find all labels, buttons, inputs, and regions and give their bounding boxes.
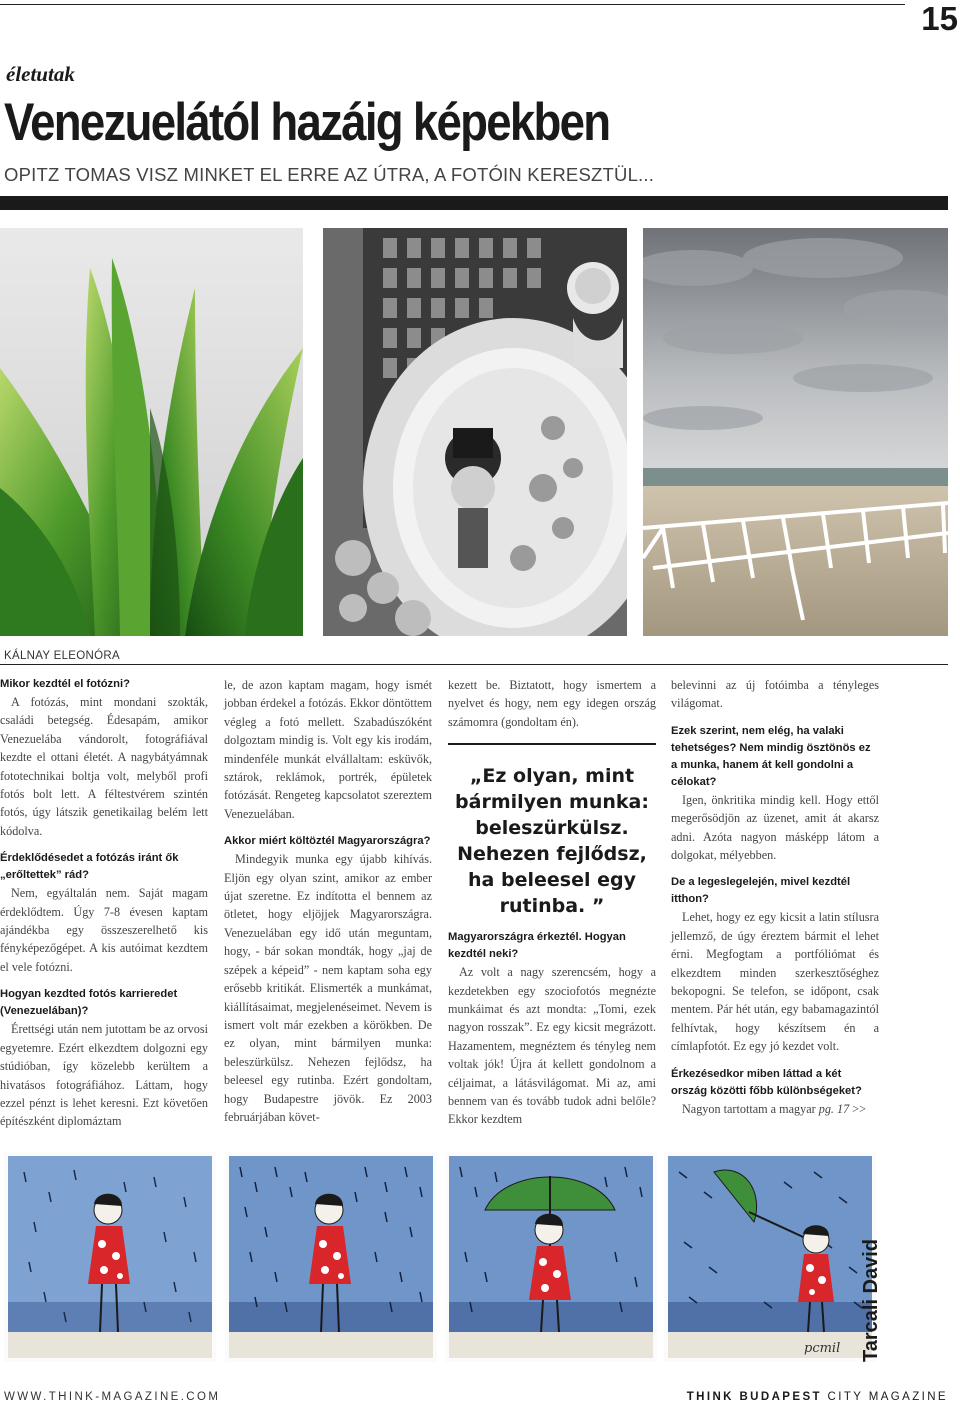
interview-answer: Nem, egyáltalán nem. Saját magam érdeklődtem. Úgy 7-8 évesen kaptam ajándékba egy összeszerelhető kis fényképezőgépet. A kis autóimat kezdtem el vele fotózni. bbox=[0, 886, 208, 974]
footer-magazine-name: THINK BUDAPEST bbox=[686, 1391, 822, 1403]
credit-rule bbox=[0, 664, 948, 665]
continued-text bbox=[671, 1100, 879, 1118]
interview-question: Mikor kezdtél el fotózni? bbox=[0, 678, 130, 690]
interview-question: Akkor miért költöztél Magyarországra? bbox=[224, 835, 431, 848]
interview-question: Hogyan kezdted fotós karrieredet (Venezuelában)? bbox=[0, 988, 178, 1018]
interview-question: Érkezésedkor miben láttad a két ország közötti főbb különbségeket? bbox=[671, 1067, 862, 1097]
photo-agave bbox=[0, 228, 303, 636]
interview-answer: le, de azon kaptam magam, hogy ismét jobban érdekel a fotózás. Ekkor döntöttem végleg a fotó mellett. Szabadúszóként dolgoztam mindig is. Volt egy kis irodám, mindenféle munkát elvállaltam: esküvők, sztárok, reklámok, portrék, épületek fotózását. Rengeteg kapcsolatot szereztem Venezuelában. bbox=[224, 678, 432, 821]
interview-question: Magyarországra érkeztél. Hogyan kezdtél neki? bbox=[448, 931, 626, 961]
author-credit: KÁLNAY ELEONÓRA bbox=[4, 650, 120, 662]
comic-panel-3 bbox=[445, 1152, 657, 1362]
article-subtitle: OPITZ TOMAS VISZ MINKET EL ERRE AZ ÚTRA, A FOTÓIN KERESZTÜL... bbox=[4, 164, 655, 185]
article-column-4 bbox=[671, 676, 879, 1118]
interview-answer: Igen, önkritika mindig kell. Hogy ettől megerősödjön az üzenet, amit át akarsz adni. Azóta nagyon másképp látom a dolgokat, mélyebben. bbox=[671, 792, 879, 863]
interview-answer: Mindegyik munka egy újabb kihívás. Eljön egy olyan szint, amikor az ember újat szeretne. Ez indította el bennem az ötletet, hogy eljöjjek Magyarországra. Venezuelában egy idő után meguntam, hogy, - bár sokan mondták, hogy „jaj de szépek a képeid” - nem kaptam soha egy erősebb kritikát. Elismerték a munkámat, kiállításaimat, megjelenéseimet. Nevem is ismert volt már ezekben a körökben. De ez olyan, mint bármilyen munka: beleszürkülsz. Nehezen fejlődsz, ha beleesel egy rutinba. Ezért gondoltam, hogy Budapestre jövök. Ez 2003 februárjában követ- bbox=[224, 852, 432, 1124]
interview-question: Érdeklődésedet a fotózás iránt ők „erőltettek” rád? bbox=[0, 852, 179, 882]
section-label: életutak bbox=[6, 62, 75, 86]
interview-answer: Érettségi után nem jutottam be az orvosi egyetemre. Ezért elkezdtem dolgozni egy stúdióban, így közelebb kerültem a hivatásos fotográfiához. Láttam, hogy ezzel pénzt is lehet keresni. Ezt követően építészként diplomáztam bbox=[0, 1022, 208, 1129]
interview-answer: Az volt a nagy szerencsém, hogy a kezdetekben egy szociofotós megnézte munkáimat és azt mondta: „Tomi, ezek nagyon rosszak”. Ez egy kicsit megrázott. Hazamentem, megnéztem és tényleg nem voltak jók! Újra át kellett gondolnom a céljaimat, a látásvilágomat. Mi az, ami bennem van és tovább tudok adni belőle? Ekkor kezdtem bbox=[448, 965, 656, 1127]
article-column-3 bbox=[448, 676, 656, 1129]
interview-answer: A fotózás, mint mondani szokták, családi betegség. Édesapám, amikor Venezuelába vándorolt, fotográfiával kezdte el ottani életét. A nagybátyámnak fototechnikai boltja volt, melyből profi fotós bolt lett. A féltestvérem szintén fotós, úgy látszik genetikailag belém lett kódolva. bbox=[0, 695, 208, 838]
footer-magazine-tagline: CITY MAGAZINE bbox=[827, 1391, 948, 1403]
interview-answer: kezett be. Biztatott, hogy ismertem a nyelvet és hogy, nem egy idegen ország számomra (gondoltam én). bbox=[448, 678, 656, 729]
interview-answer: belevinni az új fotóimba a tényleges világomat. bbox=[671, 678, 879, 711]
interview-answer: Lehet, hogy ez egy kicsit a latin stílusra jellemző, de úgy éreztem bármit el lehet érni. Megfogtam a portfóliómat és elkezdtem minden szerkesztőséghez bekopogni. Se telefon, se időpont, csak mentem. Pár hét után, egy babamagazintól felhívtak, hogy készítsem én a címlapfotót. Ez egy jó kezdet volt. bbox=[671, 910, 879, 1054]
comic-panel-2 bbox=[225, 1152, 437, 1362]
title-bar bbox=[0, 196, 948, 210]
pull-quote: „Ez olyan, mint bármilyen munka: beleszürkülsz. Nehezen fejlődsz, ha beleesel egy rutinba. ” bbox=[448, 743, 656, 919]
top-rule bbox=[0, 4, 905, 5]
interview-answer: Nagyon tartottam a magyar bbox=[682, 1101, 816, 1116]
article-column-1 bbox=[0, 676, 208, 1131]
interview-question: De a legeslegelején, mivel kezdtél itthon? bbox=[671, 876, 851, 906]
photo-beach bbox=[643, 228, 948, 636]
illustrator-credit: Tarcali David bbox=[860, 1238, 882, 1362]
article-title: Venezuelától hazáig képekben bbox=[4, 93, 610, 152]
continue-reference[interactable]: pg. 17 bbox=[818, 1101, 850, 1116]
page-number: 15 bbox=[921, 0, 958, 37]
comic-panel-1 bbox=[4, 1152, 216, 1362]
photo-carousel bbox=[323, 228, 627, 636]
footer-magazine bbox=[687, 1391, 948, 1403]
illustration-signature: pcmil bbox=[804, 1341, 841, 1356]
footer-url[interactable]: WWW.THINK-MAGAZINE.COM bbox=[4, 1391, 221, 1403]
continue-arrow: >> bbox=[852, 1101, 866, 1116]
article-column-2 bbox=[224, 676, 432, 1126]
interview-question: Ezek szerint, nem elég, ha valaki tehetséges? Nem mindig ösztönös ez a munka, hanem át kell gondolni a célokat? bbox=[671, 724, 871, 788]
comic-panel-4 bbox=[664, 1152, 876, 1362]
